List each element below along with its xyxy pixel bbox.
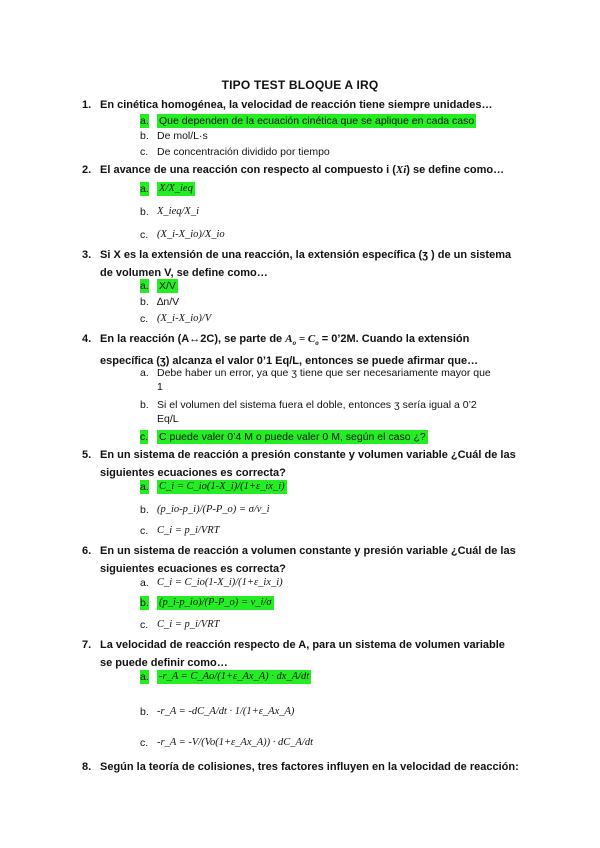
option-text: X/X_ieq	[159, 183, 193, 194]
option-text: De mol/L·s	[157, 130, 208, 142]
option-text: X/V	[159, 280, 176, 292]
document-title: TIPO TEST BLOQUE A IRQ	[221, 78, 379, 92]
question-1	[82, 96, 540, 114]
question-4: 4. En la reacción (A↔2C), se parte de $A_o = C_o$ = 0’2M. Cuando la extensión específica (ʒ) alcanza el valor 0’1 Eq/L, entonces se puede afirmar que…	[82, 333, 479, 367]
option-text: -r_A = C_Ao/(1+ε_Ax_A) · dx_A/dt	[159, 671, 310, 682]
option-text: Que dependen de la ecuación cinética que se aplique en cada caso	[159, 115, 475, 127]
question-text: En cinética homogénea, la velocidad de reacción tiene siempre unidades…	[100, 99, 493, 111]
option-text: (X_i-X_io)/X_io	[157, 229, 225, 240]
question-7: 7. La velocidad de reacción respecto de A, para un sistema de volumen variable se puede definir como…	[82, 639, 505, 669]
math-xi: Xi	[395, 164, 407, 176]
question-2: 2. El avance de una reacción con respecto al compuesto i (Xi) se define como…	[82, 164, 505, 176]
document-page: TIPO TEST BLOQUE A IRQ 1. En cinética homogénea, la velocidad de reacción tiene siempre unidades… a. Que dependen de la ecuación cinética que se aplique en cada caso b. De mol/L·s c. De concentración dividido por tiempo 2. El avance de una reacción con respecto al compuesto i (Xi) se define como… a. X/X_ieq b. X_ieq/X_i c. (X_i-X_io)/X_io 3. Si X es la extensión de una reacción, la extensión específica (ʒ ) de un sistema de volumen V, se define como… a. X/V b. ∆n/V c. (X_i-X_io)/V 4. En la reacción (A↔2C), se parte de $A_o = C_o$ = 0’2M. Cuando la extensión específica (ʒ) alcanza el valor 0’1 Eq/L, entonces se puede afirmar que… a. Debe haber un error, ya que ʒ tiene que ser necesariamente mayor que 1 b. Si el volumen del sistema fuera el doble, entonces ʒ sería igual a 0’2 Eq/L c. C puede valer 0’4 M o puede valer 0 M, según el caso ¿? 5. En un sistema de reacción a presión constante y volumen variable ¿Cuál de las siguientes ecuaciones es correcta? a. C_i = C_io(1-X_i)/(1+ε_ix_i) b. (p_io-p_i)/(P-P_o) = σ/v_i c. C_i = p_i/VRT 6. En un sistema de reacción a volumen constante y presión variable ¿Cuál de las siguientes ecuaciones es correcta? a. C_i = C_io(1-X_i)/(1+ε_ix_i) b. (p_i-p_io)/(P-P_o) = v_i/σ c. C_i = p_i/VRT 7. La velocidad de reacción respecto de A, para un sistema de volumen variable se puede definir como… a. -r_A = C_Ao/(1+ε_Ax_A) · dx_A/dt b. -r_A = -dC_A/dt · 1/(1+ε_Ax_A) c. -r_A = -V/(Vo(1+ε_Ax_A)) · dC_A/dt 8. Según la teoría de colisiones, tres factores influyen en la velocidad de reacción:	[0, 0, 600, 848]
math-ao-co: $A_o = C_o$	[285, 333, 319, 347]
option-text: ∆n/V	[157, 296, 180, 308]
question-number: 1.	[82, 99, 92, 111]
question-8: 8. Según la teoría de colisiones, tres factores influyen en la velocidad de reacción:	[82, 761, 519, 773]
option-text: C_i = p_i/VRT	[157, 619, 220, 630]
option-text: C_i = p_i/VRT	[157, 525, 220, 536]
option-text: -r_A = -dC_A/dt · 1/(1+ε_Ax_A)	[157, 706, 295, 717]
option-text: C puede valer 0’4 M o puede valer 0 M, según el caso ¿?	[159, 431, 426, 443]
option-text: (p_i-p_io)/(P-P_o) = v_i/σ	[159, 597, 272, 608]
option-text: Si el volumen del sistema fuera el doble, entonces ʒ sería igual a 0’2 Eq/L	[157, 399, 477, 425]
option-text: De concentración dividido por tiempo	[157, 146, 330, 158]
option-text: (X_i-X_io)/V	[157, 313, 212, 324]
option-text: Debe haber un error, ya que ʒ tiene que ser necesariamente mayor que 1	[157, 367, 491, 393]
option-text: X_ieq/X_i	[157, 206, 199, 217]
option-text: -r_A = -V/(Vo(1+ε_Ax_A)) · dC_A/dt	[157, 737, 314, 748]
question-6: 6. En un sistema de reacción a volumen constante y presión variable ¿Cuál de las siguientes ecuaciones es correcta?	[82, 545, 516, 575]
question-5: 5. En un sistema de reacción a presión constante y volumen variable ¿Cuál de las siguientes ecuaciones es correcta?	[82, 449, 516, 479]
option-text: (p_io-p_i)/(P-P_o) = σ/v_i	[157, 504, 270, 515]
option-text: C_i = C_io(1-X_i)/(1+ε_ix_i)	[159, 481, 285, 492]
option-text: C_i = C_io(1-X_i)/(1+ε_ix_i)	[157, 577, 283, 588]
question-3: 3. Si X es la extensión de una reacción, la extensión específica (ʒ ) de un sistema de volumen V, se define como…	[82, 249, 512, 279]
